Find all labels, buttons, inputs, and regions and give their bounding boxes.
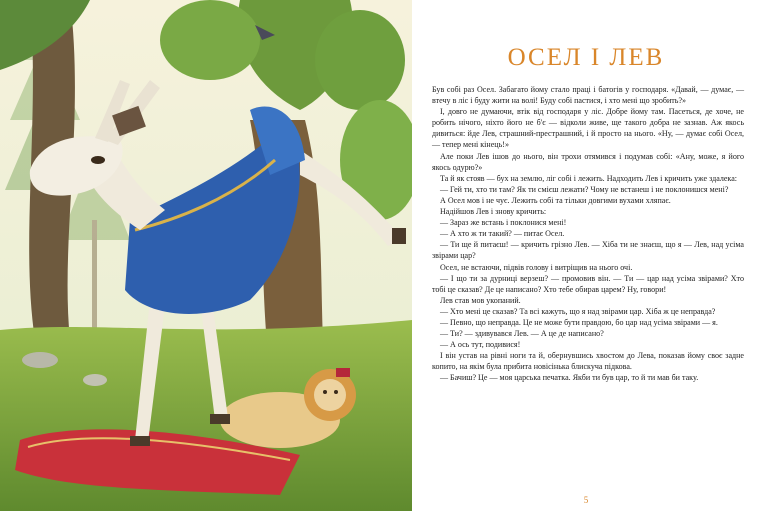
paragraph: — Ти ще й питаєш! — кричить грізно Лев. — Хіба ти не знаєш, що я — Лев, над усіма звірами цар? [432,240,744,261]
paragraph: — А ось тут, подивися! [440,340,521,350]
paragraph: Був собі раз Осел. Забагато йому стало праці і батогів у господаря. «Давай, — думає, — втечу в ліс і буду жити на волі! Буду собі пастися, і хто мені що зробить?» [432,85,744,106]
paragraph: Лев став мов укопаний. [440,295,521,305]
page-number: 5 [583,495,589,505]
paragraph: — А хто ж ти такий? — питає Осел. [440,229,565,239]
paragraph: Осел, не встаючи, підвів голову і витріщив на нього очі. [440,262,633,272]
paragraph: І він устав на рівні ноги та й, обернувшись хвостом до Лева, показав йому своє задне копито, на якім була прибита новісінька блискуча підкова. [432,351,744,372]
paragraph: — Бачиш? Це — моя царська печатка. Якби ти був цар, то й ти мав би таку. [440,373,699,383]
text-page [412,0,760,511]
paragraph: Надійшов Лев і знову кричить: [440,207,547,217]
paragraph: — Певно, що неправда. Це не може бути правдою, бо цар над усіма звірами — я. [440,317,718,327]
paragraph: Але поки Лев ішов до нього, він трохи отямився і подумав собі: «Ану, може, я його якось одурю?» [432,151,744,172]
paragraph: — Гей ти, хто ти там? Як ти смієш лежати? Чому не встанеш і не поклонишся мені? [440,184,729,194]
paragraph: І, довго не думаючи, втік від господаря у ліс. Добре йому там. Пасеться, де хоче, не робить нічого, ніхто його не б'є — відколи живе, ще такого добра не зазнав. Аж якось дивиться: йде Лев, страшний-престрашний, і й просто на нього. «Ну, — думає собі Осел, — тепер мені кінець!» [432,107,744,150]
paragraph: — Ти? — здивувався Лев. — А це де написано? [440,329,604,339]
paragraph: А Осел мов і не чує. Лежить собі та тільки довгими вухами хляпає. [440,195,671,205]
paragraph: — І що ти за дурниці верзеш? — промовив він. — Ти — цар над усіма звірами? Хто тобі це сказав? Де це написано? Хто тебе обирав царем? Ну, говори! [432,273,744,294]
story-title: ОСЕЛ І ЛЕВ [507,44,665,71]
story-text [432,84,744,384]
paragraph: — Хто мені це сказав? Та всі кажуть, що я над звірами цар. Хіба ж це неправда? [440,306,716,316]
paragraph: Та й як стояв — бух на землю, ліг собі і лежить. Надходить Лев і кричить уже здалека: [440,173,738,183]
paragraph: — Зараз же встань і поклонися мені! [440,218,567,228]
